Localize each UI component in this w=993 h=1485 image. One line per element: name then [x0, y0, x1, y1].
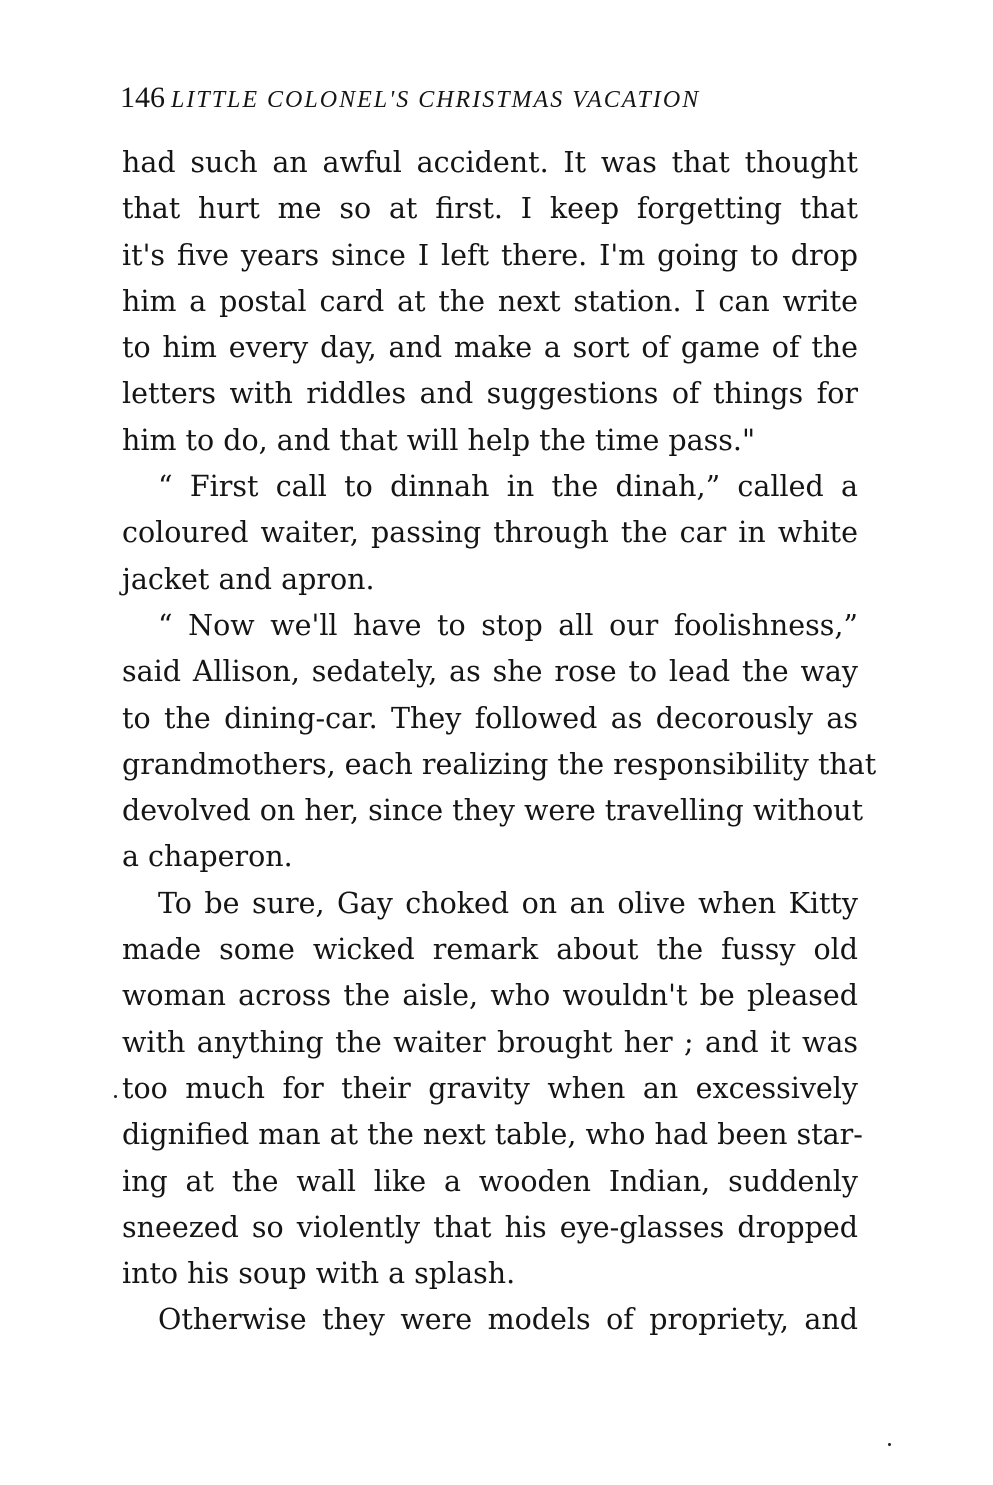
- text-line: said Allison, sedately, as she rose to lead the way: [122, 655, 858, 689]
- page-number: 146: [120, 81, 165, 114]
- text-line: had such an awful accident. It was that thought: [122, 146, 858, 179]
- text-line: him a postal card at the next station. I can write: [122, 284, 858, 318]
- text-line: “ Now we'll have to stop all our foolishness,”: [158, 608, 858, 642]
- text-line: sneezed so violently that his eye-glasses dropped: [122, 1210, 858, 1244]
- text-line: Otherwise they were models of propriety, and: [158, 1303, 858, 1337]
- text-line: To be sure, Gay choked on an olive when Kitty: [158, 886, 858, 920]
- running-head: [120, 80, 860, 118]
- text-line: “ First call to dinnah in the dinah,” called a: [158, 470, 858, 504]
- text-line: made some wicked remark about the fussy old: [122, 933, 858, 967]
- text-line: into his soup with a splash.: [122, 1257, 516, 1291]
- text-line: it's five years since I left there. I'm going to drop: [122, 238, 858, 272]
- text-line: ing at the wall like a wooden Indian, suddenly: [122, 1164, 858, 1198]
- text-line: devolved on her, since they were travelling without: [122, 794, 864, 828]
- text-line: to the dining-car. They followed as decorously as: [122, 701, 858, 735]
- text-line: woman across the aisle, who wouldn't be pleased: [122, 979, 858, 1013]
- text-line: that hurt me so at first. I keep forgetting that: [122, 192, 858, 226]
- body-text: [122, 140, 877, 1344]
- text-line: coloured waiter, passing through the car in white: [122, 516, 858, 550]
- book-title: LITTLE COLONEL'S CHRISTMAS VACATION: [171, 87, 701, 113]
- text-line: to him every day, and make a sort of game of the: [122, 331, 858, 365]
- print-speck: [888, 1443, 891, 1446]
- text-line: grandmothers, each realizing the responsibility that: [122, 747, 877, 781]
- text-line: dignified man at the next table, who had been star-: [122, 1118, 863, 1152]
- text-line: letters with riddles and suggestions of things for: [122, 377, 858, 411]
- text-line: with anything the waiter brought her ; and it was: [122, 1025, 858, 1059]
- text-line: a chaperon.: [122, 840, 293, 874]
- text-line: him to do, and that will help the time pass.": [122, 423, 756, 457]
- text-line: too much for their gravity when an excessively: [122, 1071, 858, 1105]
- print-speck: [114, 1095, 117, 1098]
- text-line: jacket and apron.: [122, 562, 375, 596]
